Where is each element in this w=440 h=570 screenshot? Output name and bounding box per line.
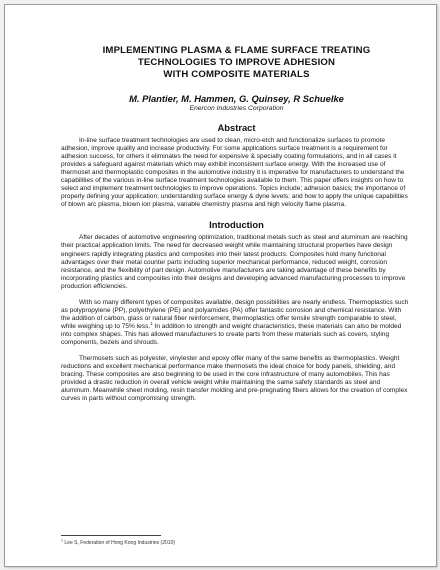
footnote-text: Lee S, Federation of Hong Kong Industries (2010) [63,540,176,546]
abstract-text: In-line surface treatment technologies are used to clean, micro-etch and functionalize surfaces to promote adhesion, improve quality and increase productivity. For some applications surface treatment is a requirement for adhesion success, for others it eliminates the need for expensive & specialty coating formulations, and in all cases it provides a safeguard against materials which may exhibit inconsistent surface energy. With the increased use of thermoset and thermoplastic composites in the automotive industry it is imperative for manufacturers to understand the capabilities of the various in-line surface treatment technologies available to them. This paper offers insights on how to select and implement treatment technologies to improve operations. Topics include; adhesion basics; the importance of properly defining your application; understanding surface energy & dyne levels; and how to apply the unique capabilities of blown arc plasma, blown ion plasma, variable chemistry plasma and high velocity flame plasma. [61,137,408,209]
introduction-heading: Introduction [209,219,264,231]
footnote-divider [61,535,161,536]
footnote-mark: 1 [61,538,63,543]
paper-title [61,45,412,81]
intro-paragraph-2 [61,299,412,347]
footnote [61,540,175,546]
title-line-2: TECHNOLOGIES TO IMPROVE ADHESION [137,57,336,68]
abstract-heading: Abstract [217,122,256,133]
page-content [61,45,412,403]
authors: M. Plantier, M. Hammen, G. Quinsey, R Schuelke [129,93,344,104]
intro-paragraph-2-part-1: With so many different types of composites available, design possibilities are nearly endless. Thermoplastics such as polypropylene (PP), polyethylene (PE) and polyamides (PA) offer fantastic corrosion and chemical resistance. With the addition of carbon, glass or natural fiber reinforcement, thermoplastics offer tensile strength comparable to steel, while weighing up to 75% less. [61,298,409,330]
document-page [4,4,437,567]
intro-paragraph-2-part-2: In addition to strength and weight characteristics, these materials can also be molded into complex shapes. This has allowed manufacturers to create parts from these materials such as covers, styling components, bezels and shrouds. [61,322,402,346]
title-line-1: IMPLEMENTING PLASMA & FLAME SURFACE TREATING [102,45,371,56]
affiliation: Enercon Industries Corporation [189,105,284,112]
title-line-3: WITH COMPOSITE MATERIALS [163,69,310,80]
intro-paragraph-1: After decades of automotive engineering optimization, traditional metals such as steel and aluminum are reaching their practical application limits. The need for decreased weight while maintaining structural properties have design engineers rapidly integrating plastics and composites into their latest products. Composites hold many functional advantages over their metal counter parts including superior mechanical performance, reduced weight, corrosion resistance, and the flexibility of part design. Automotive manufacturers are taking advantage of these benefits by incorporating plastics and composites into their designs and developing advanced manufacturing processes to improve production efficiencies. [61,234,408,290]
footnote-reference: 1 [150,320,153,326]
intro-paragraph-3: Thermosets such as polyester, vinylester and epoxy offer many of the same benefits as thermoplastics. Weight reductions and excellent mechanical performance make thermosets the ideal choice for body panels, shielding, and bracing. These composites are also beginning to be used in the core infrastructure of many automobiles. This has provided a drastic reduction in overall vehicle weight while maintaining the same safety standards as steel and aluminum. Meanwhile sheet molding, resin transfer molding and pre-pregnating fibers allows for the creation of complex curves in parts without compromising strength. [61,355,408,403]
